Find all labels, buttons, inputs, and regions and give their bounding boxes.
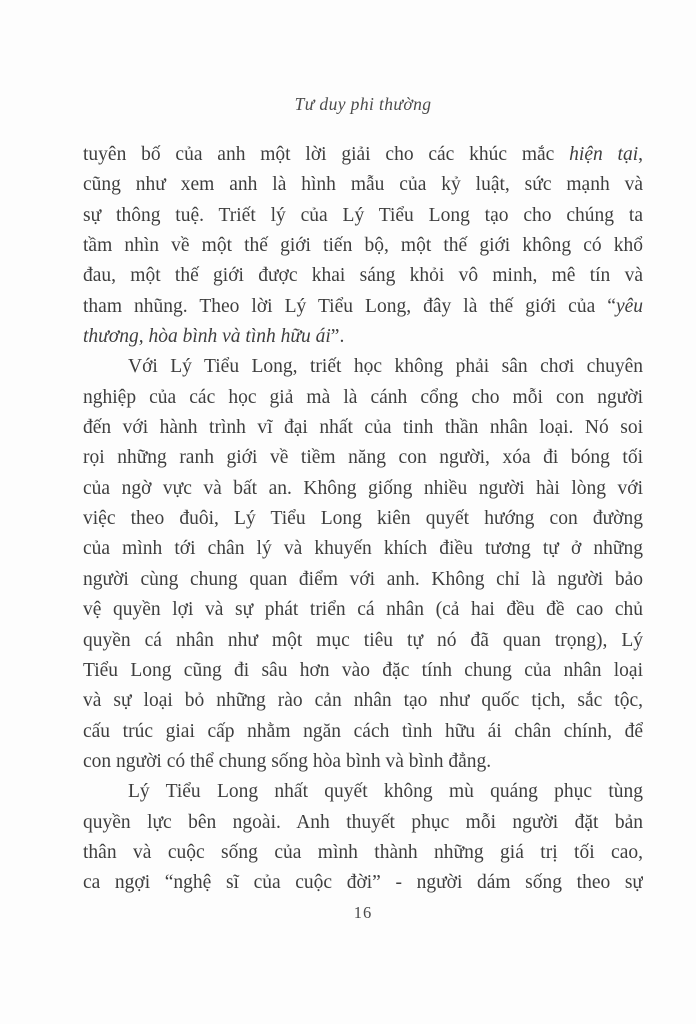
body-text: [83, 140, 643, 899]
text-segment: rọi những ranh giới về tiềm năng con người, xóa đi bóng tối: [83, 447, 643, 469]
text-line: [83, 747, 643, 777]
text-segment: nghiệp của các học giả mà là cánh cổng cho mỗi con người: [83, 386, 643, 408]
text-line: [83, 292, 643, 322]
text-segment: cũng như xem anh là hình mẫu của kỷ luật, sức mạnh và: [83, 174, 643, 196]
text-line: [83, 383, 643, 413]
text-line: [83, 170, 643, 200]
text-segment: vệ quyền lợi và sự phát triển cá nhân (cả hai đều đề cao chủ: [83, 599, 643, 621]
text-line: [83, 686, 643, 716]
text-line: [83, 140, 643, 170]
text-line: [83, 413, 643, 443]
text-line: [83, 595, 643, 625]
text-segment: Lý Tiểu Long nhất quyết không mù quáng phục tùng: [128, 781, 643, 803]
text-line: [83, 656, 643, 686]
text-segment: cấu trúc giai cấp nhằm ngăn cách tình hữu ái chân chính, để: [83, 720, 643, 742]
text-segment: quyền lực bên ngoài. Anh thuyết phục mỗi người đặt bản: [83, 811, 643, 833]
text-segment: quyền cá nhân như một mục tiêu tự nó đã quan trọng), Lý: [83, 629, 643, 651]
text-segment: ”.: [330, 326, 345, 348]
text-line: [83, 352, 643, 382]
page-number: 16: [353, 903, 373, 922]
text-segment: con người có thể chung sống hòa bình và bình đẳng.: [83, 750, 492, 772]
text-segment: Tiểu Long cũng đi sâu hơn vào đặc tính chung của nhân loại: [83, 659, 643, 681]
text-segment: Với Lý Tiểu Long, triết học không phải sân chơi chuyên: [128, 356, 643, 378]
text-segment: người cùng chung quan điểm với anh. Không chỉ là người bảo: [83, 568, 643, 590]
text-line: [83, 322, 643, 352]
text-line: [83, 626, 643, 656]
text-segment: đến với hành trình vĩ đại nhất của tinh thần nhân loại. Nó soi: [83, 417, 643, 439]
text-segment: đau, một thế giới được khai sáng khỏi vô minh, mê tín và: [83, 265, 643, 287]
text-line: [83, 504, 643, 534]
text-line: [83, 717, 643, 747]
text-line: [83, 201, 643, 231]
text-segment: thân và cuộc sống của mình thành những giá trị tối cao,: [83, 841, 643, 863]
text-segment: và sự loại bỏ những rào cản nhân tạo như quốc tịch, sắc tộc,: [83, 690, 643, 712]
text-line: [83, 838, 643, 868]
italic-text-segment: hiện tại: [569, 144, 639, 165]
text-line: [83, 565, 643, 595]
text-line: [83, 534, 643, 564]
italic-text-segment: thương, hòa bình và tình hữu ái: [83, 326, 331, 348]
text-line: [83, 868, 643, 898]
text-line: [83, 808, 643, 838]
text-line: [83, 777, 643, 807]
text-segment: sự thông tuệ. Triết lý của Lý Tiểu Long tạo cho chúng ta: [83, 204, 643, 226]
italic-text-segment: yêu: [615, 295, 643, 317]
text-segment: tuyên bố của anh một lời giải cho các khúc mắc: [83, 144, 570, 165]
text-segment: ,: [638, 144, 643, 165]
text-line: [83, 261, 643, 291]
running-header: Tư duy phi thường: [294, 94, 432, 114]
text-line: [83, 231, 643, 261]
text-segment: ca ngợi “nghệ sĩ của cuộc đời” - người dám sống theo sự: [83, 872, 643, 894]
text-segment: tham nhũng. Theo lời Lý Tiểu Long, đây là thế giới của “: [83, 295, 616, 317]
text-segment: của ngờ vực và bất an. Không giống nhiều người hài lòng với: [83, 477, 643, 499]
text-line: [83, 474, 643, 504]
text-segment: của mình tới chân lý và khuyến khích điều tương tự ở những: [83, 538, 643, 560]
text-segment: tầm nhìn về một thế giới tiến bộ, một thế giới không có khổ: [83, 235, 643, 257]
text-line: [83, 443, 643, 473]
text-segment: việc theo đuôi, Lý Tiểu Long kiên quyết hướng con đường: [83, 508, 643, 530]
